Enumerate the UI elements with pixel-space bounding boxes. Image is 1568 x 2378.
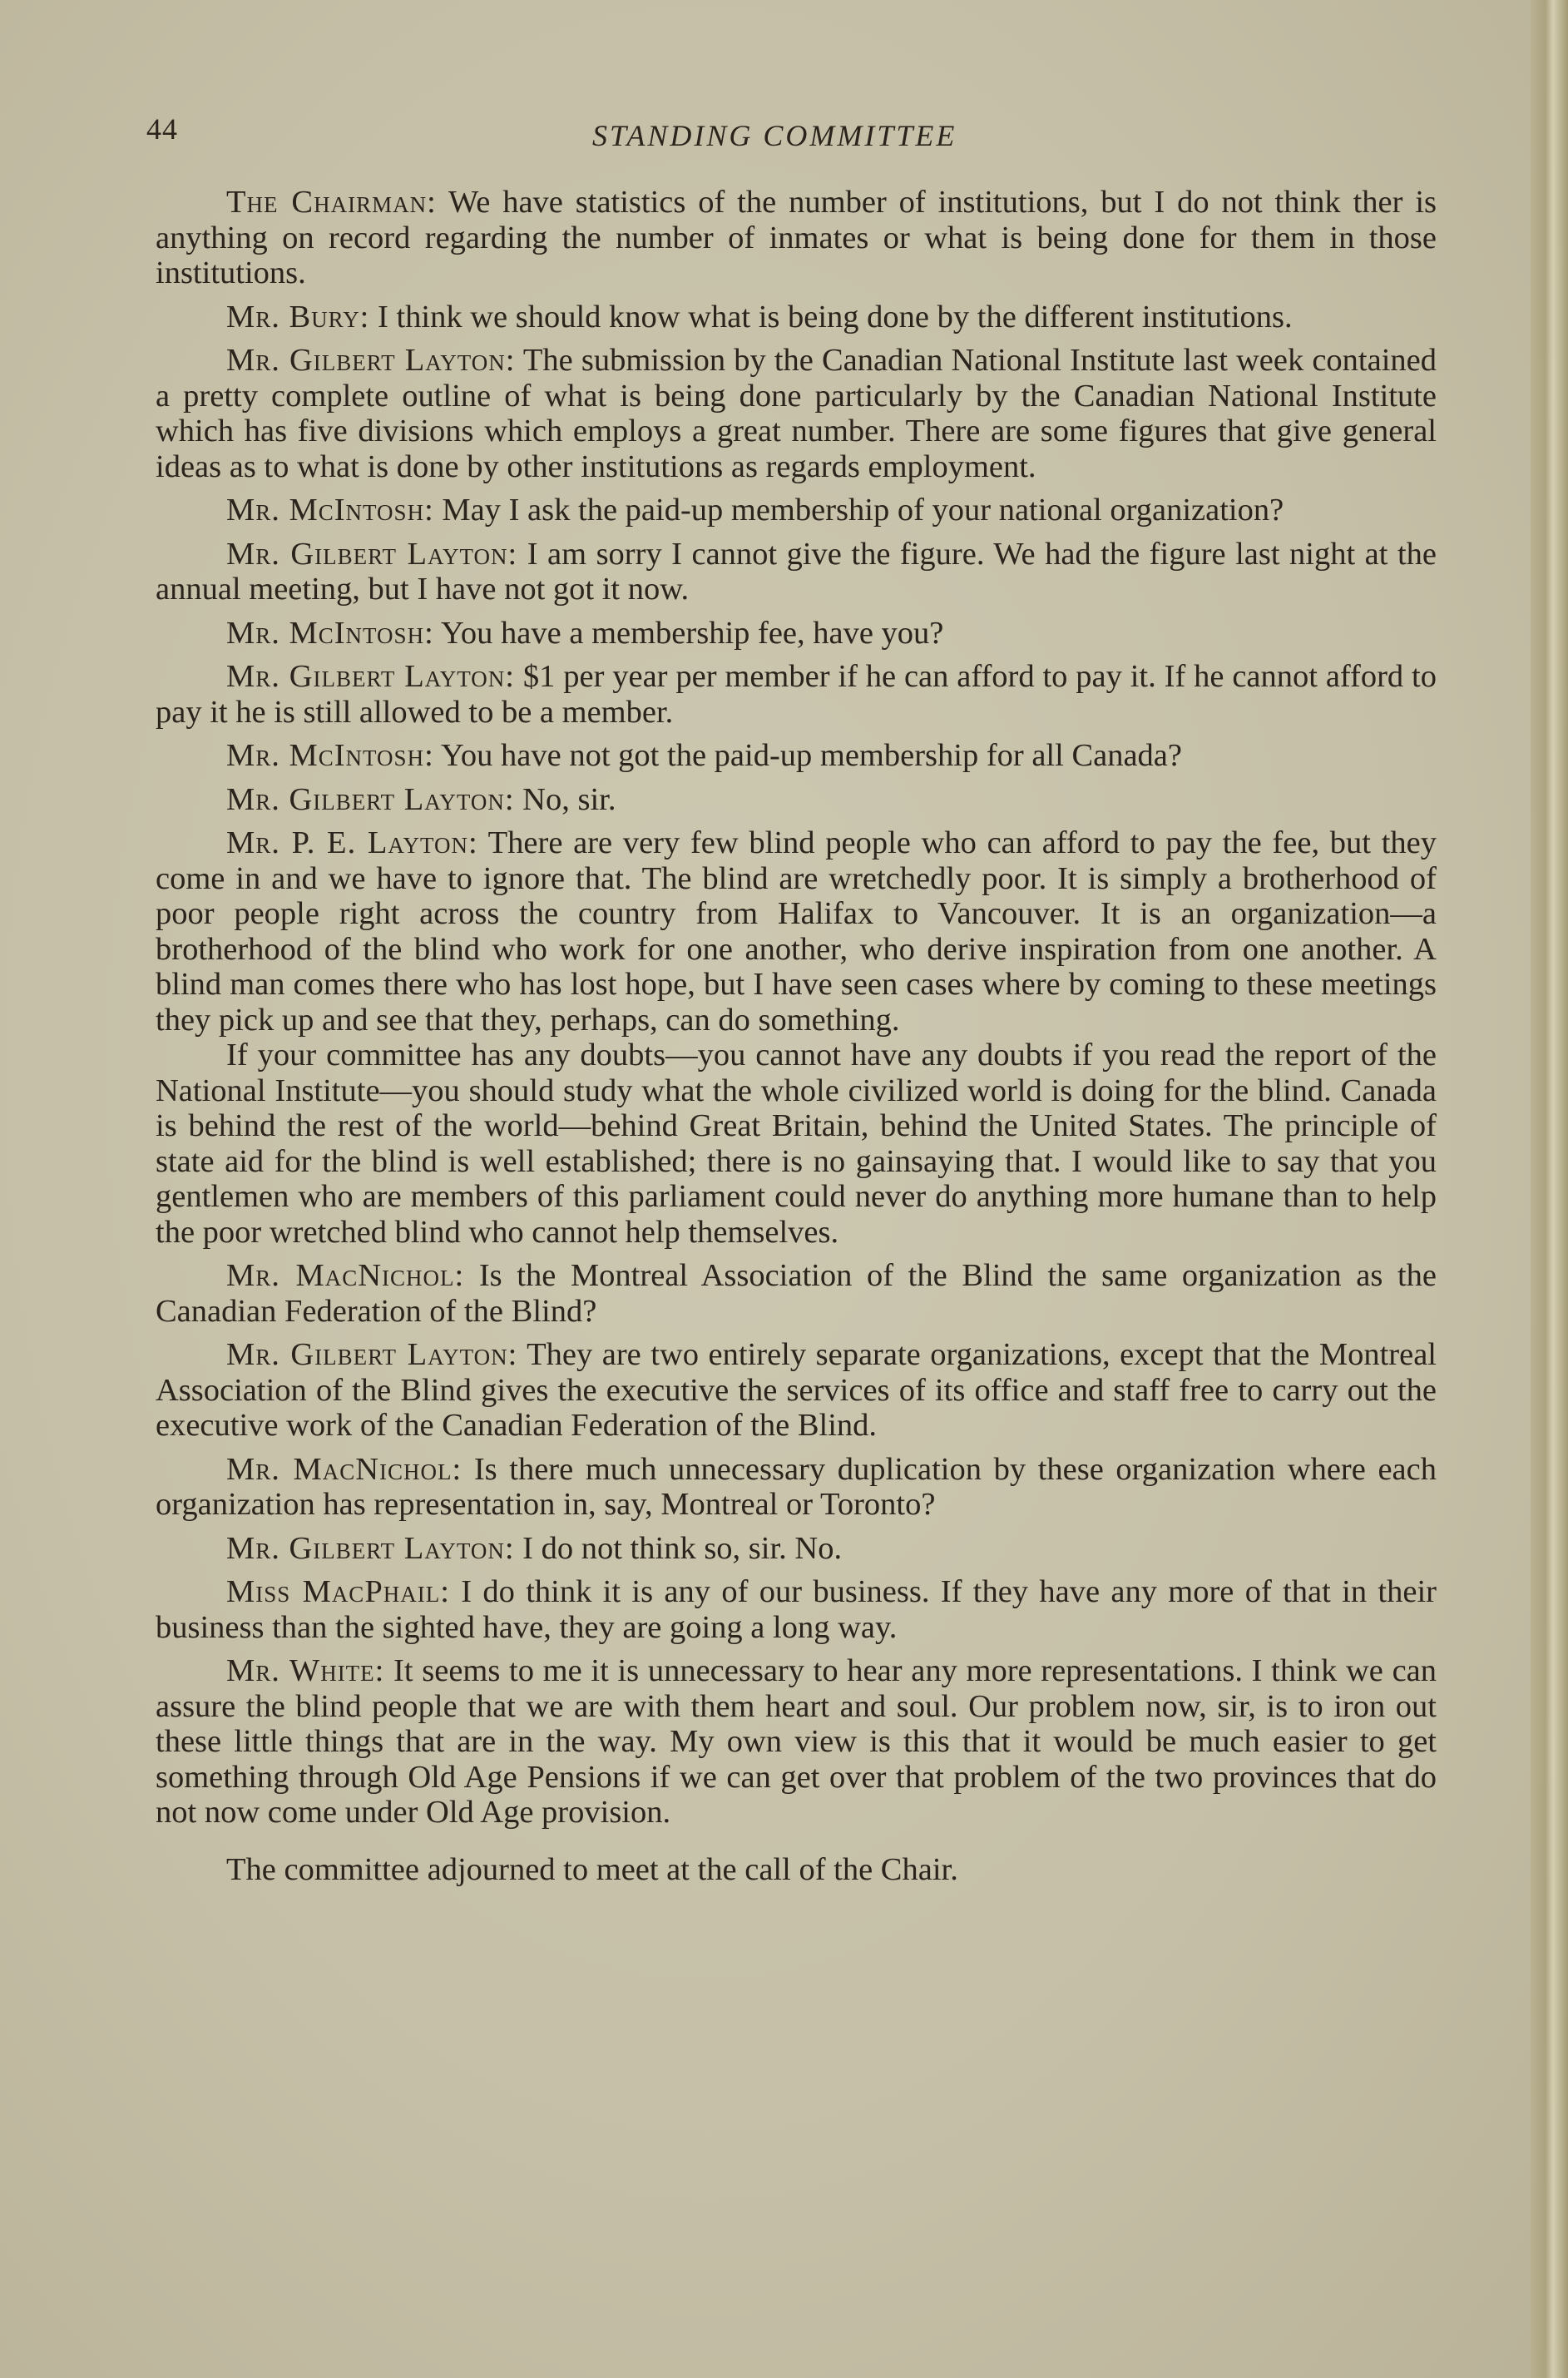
book-spine-edge: [1531, 0, 1568, 2378]
paragraph: [156, 782, 1437, 818]
paragraph: [156, 1531, 1437, 1567]
speaker-name: Mr. McIntosh:: [226, 615, 434, 651]
paragraph-text: May I ask the paid-up membership of your national organization?: [433, 493, 1284, 528]
paragraph: [156, 1574, 1437, 1645]
paragraph-text: They are two entirely separate organizations, except that the Montreal Association of the Blind gives the executive the services of its office and staff free to carry out the executive work of the Canadian Federation of the Blind.: [156, 1337, 1437, 1443]
paragraph: [156, 185, 1437, 291]
paragraph: [156, 738, 1437, 774]
paragraph: [156, 343, 1437, 484]
speaker-name: Mr. MacNichol:: [226, 1258, 465, 1293]
paragraph-text: Is there much unnecessary duplication by these organization where each organization has representation in, say, Montreal or Toronto?: [156, 1451, 1437, 1522]
speaker-name: The Chairman:: [226, 185, 437, 220]
speaker-name: Mr. White:: [226, 1653, 385, 1688]
speaker-name: Mr. P. E. Layton:: [226, 825, 478, 860]
paragraph: [156, 1258, 1437, 1329]
body-text: [156, 185, 1437, 1920]
paragraph: [156, 616, 1437, 651]
paragraph: [156, 1653, 1437, 1831]
page-number: 44: [146, 112, 178, 146]
speaker-name: Mr. McIntosh:: [226, 493, 434, 528]
paragraph-text: I do not think so, sir. No.: [514, 1530, 843, 1566]
paragraph-text: You have a membership fee, have you?: [433, 615, 944, 651]
speaker-name: Mr. Gilbert Layton:: [226, 536, 518, 572]
paragraph: [156, 300, 1437, 335]
paragraph-text: I do think it is any of our business. If they have any more of that in their business than the sighted have, they are going a long way.: [156, 1574, 1437, 1645]
paragraph-text: The submission by the Canadian National Institute last week contained a pretty complete outline of what is being done particularly by the Canadian National Institute which has five divisions which employs a great number. There are some figures that give general ideas as to what is done by other institutions as regards employment.: [156, 343, 1437, 484]
paragraph-text: We have statistics of the number of institutions, but I do not think ther is anything on record regarding the number of inmates or what is being done for them in those institutions.: [156, 185, 1437, 290]
paragraph-text: I am sorry I cannot give the figure. We had the figure last night at the annual meeting, but I have not got it now.: [156, 536, 1437, 607]
speaker-name: Mr. MacNichol:: [226, 1451, 462, 1487]
speaker-name: Mr. Gilbert Layton:: [226, 781, 515, 817]
speaker-name: Miss MacPhail:: [226, 1574, 450, 1609]
paragraph-text: It seems to me it is unnecessary to hear any more representations. I think we can assure the blind people that we are with them heart and soul. Our problem now, sir, is to iron out these little things that are in the way. My own view is this that it would be much easier to get something through Old Age Pensions if we can get over that problem of the two provinces that do not now come under Old Age provision.: [156, 1653, 1437, 1830]
paragraph: [156, 1337, 1437, 1444]
paragraph-text: I think we should know what is being done by the different institutions.: [369, 299, 1293, 334]
speaker-name: Mr. Gilbert Layton:: [226, 343, 516, 378]
closing-statement: The committee adjourned to meet at the call of the Chair.: [226, 1851, 958, 1887]
paragraph-text: $1 per year per member if he can afford to pay it. If he cannot afford to pay it he is still allowed to be a member.: [156, 659, 1437, 730]
paragraph-text: You have not got the paid-up membership for all Canada?: [433, 738, 1182, 773]
paragraph-text: No, sir.: [514, 781, 616, 817]
paragraph: [156, 825, 1437, 1038]
page-header: [0, 111, 1568, 161]
running-head: STANDING COMMITTEE: [592, 119, 957, 152]
paragraph: [156, 659, 1437, 730]
paragraph: [156, 493, 1437, 528]
speaker-name: Mr. Gilbert Layton:: [226, 659, 515, 694]
speaker-name: Mr. Gilbert Layton:: [226, 1530, 515, 1566]
paragraph-text: There are very few blind people who can afford to pay the fee, but they come in and we have to ignore that. The blind are wretchedly poor. It is simply a brotherhood of poor people right across the country from Halifax to Vancouver. It is an organization—a brotherhood of the blind who work for one another, who derive inspiration from one another. A blind man comes there who has lost hope, but I have seen cases where by coming to these meetings they pick up and see that they, perhaps, can do something.: [156, 825, 1437, 1038]
speaker-name: Mr. Gilbert Layton:: [226, 1337, 518, 1372]
speaker-name: Mr. McIntosh:: [226, 738, 434, 773]
paragraph-text: Is the Montreal Association of the Blind the same organization as the Canadian Federation of the Blind?: [156, 1258, 1437, 1329]
paragraph-text: If your committee has any doubts—you cannot have any doubts if you read the report of the National Institute—you should study what the whole civilized world is doing for the blind. Canada is behind the rest of the world—behind Great Britain, behind the United States. The principle of state aid for the blind is well established; there is no gainsaying that. I would like to say that you gentlemen who are members of this parliament could never do anything more humane than to help the poor wretched blind who cannot help themselves.: [156, 1038, 1437, 1250]
paragraph: [156, 1452, 1437, 1523]
speaker-name: Mr. Bury:: [226, 299, 370, 334]
paragraph: [156, 537, 1437, 607]
paragraph: [156, 1038, 1437, 1250]
